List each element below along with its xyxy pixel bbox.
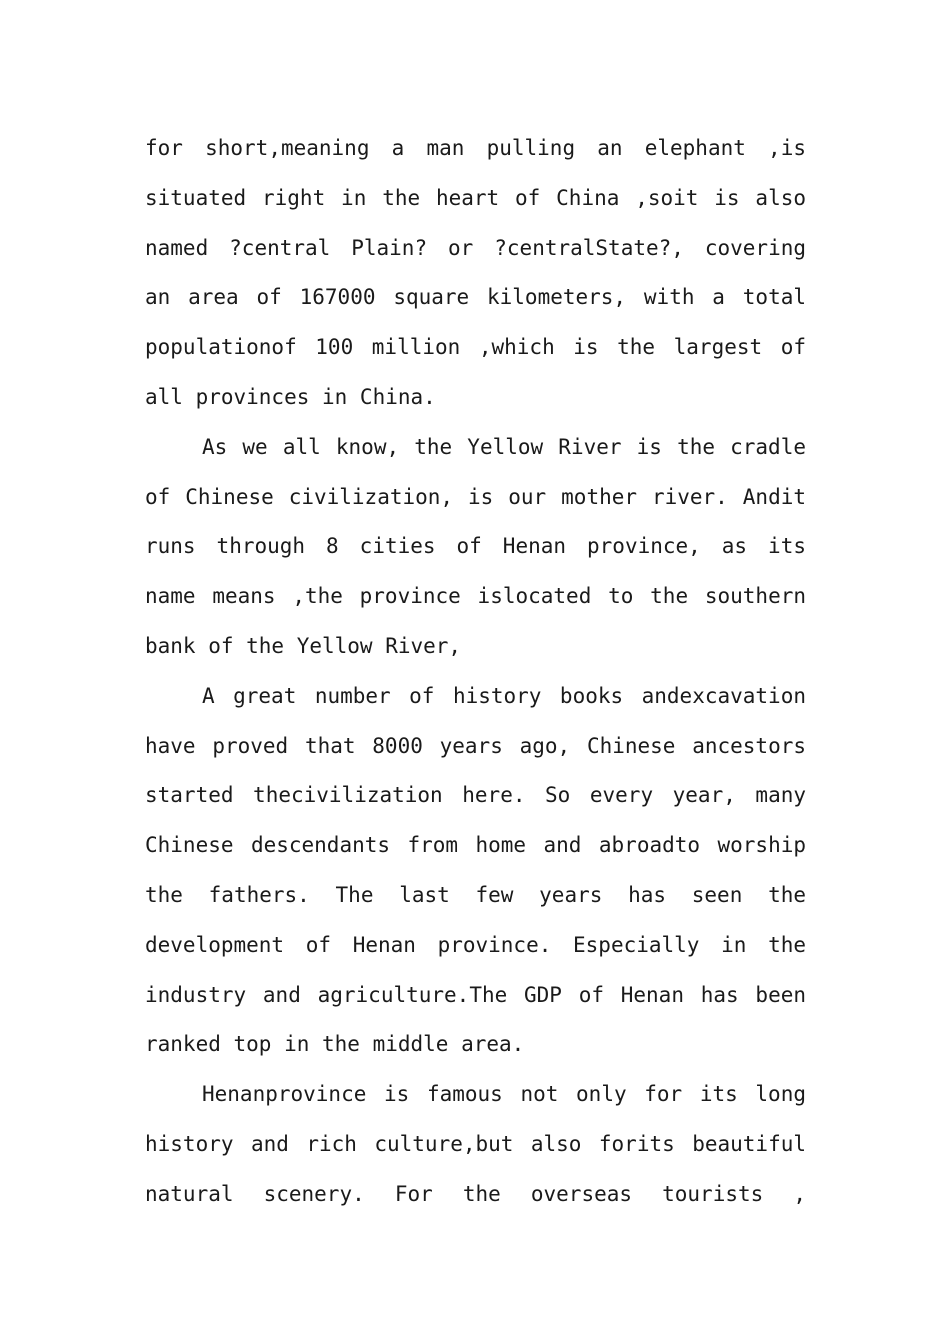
text-line: for short,meaning a man pulling an elephant ,is <box>145 136 806 160</box>
paragraph-1 <box>145 124 806 423</box>
text-line: Henanprovince is famous not only for its long <box>202 1082 806 1107</box>
text-line: all provinces in China. <box>145 384 436 409</box>
text-line: of Chinese civilization, is our mother river. Andit <box>145 484 806 509</box>
text-line: natural scenery. For the overseas tourists , <box>145 1181 806 1206</box>
text-line: industry and agriculture.The GDP of Henan has been <box>145 982 806 1007</box>
text-line: bank of the Yellow River, <box>145 633 462 658</box>
text-line: named ?central Plain? or ?centralState?, covering <box>145 235 806 260</box>
text-line: Chinese descendants from home and abroadto worship <box>145 833 806 858</box>
text-line: ranked top in the middle area. <box>145 1032 525 1057</box>
text-line: an area of 167000 square kilometers, with a total <box>145 285 806 310</box>
text-line: A great number of history books andexcavation <box>202 683 806 708</box>
body-text <box>145 124 806 1220</box>
paragraph-4 <box>145 1070 806 1219</box>
text-line: populationof 100 million ,which is the largest of <box>145 335 806 360</box>
text-line: As we all know, the Yellow River is the cradle <box>202 434 806 459</box>
text-line: started thecivilization here. So every year, many <box>145 783 806 808</box>
paragraph-2 <box>145 423 806 672</box>
text-line: situated right in the heart of China ,soit is also <box>145 185 806 210</box>
text-line: the fathers. The last few years has seen the <box>145 882 806 907</box>
text-line: development of Henan province. Especially in the <box>145 932 806 957</box>
text-line: runs through 8 cities of Henan province, as its <box>145 534 806 559</box>
text-line: name means ,the province islocated to the southern <box>145 584 806 609</box>
text-line: history and rich culture,but also forits beautiful <box>145 1131 806 1156</box>
text-line: have proved that 8000 years ago, Chinese ancestors <box>145 733 806 758</box>
paragraph-3 <box>145 672 806 1070</box>
